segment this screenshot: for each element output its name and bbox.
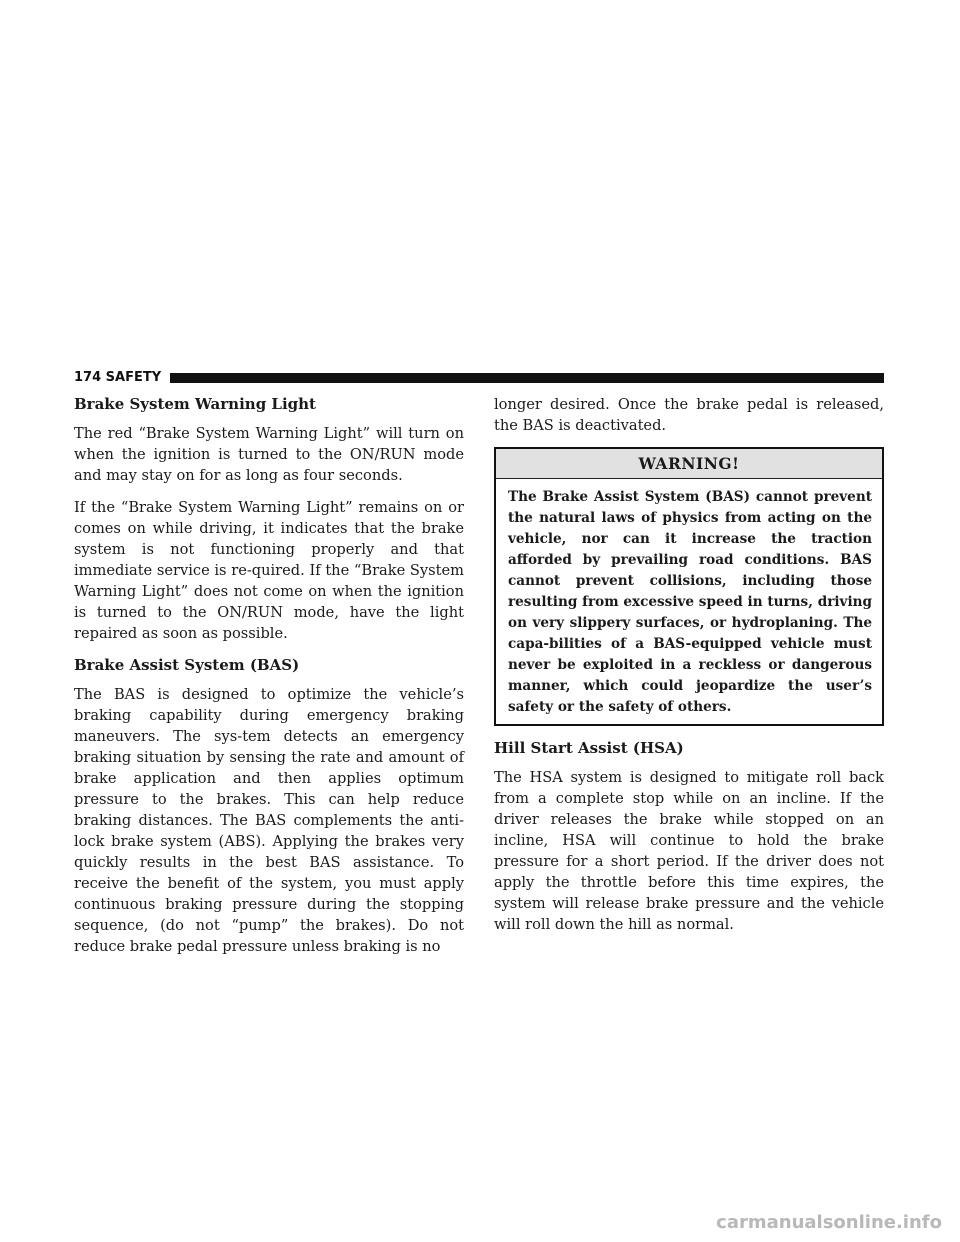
paragraph: The red “Brake System Warning Light” will turn on when the ignition is turned to the ON/RUN mode and may stay on for as long as four seconds. <box>74 425 464 484</box>
paragraph: The BAS is designed to optimize the vehicle’s braking capability during emergency braking maneuvers. The sys-tem detects an emergency braking situation by sensing the rate and amount of brake application and then applies optimum pressure to the brakes. This can help reduce braking distances. The BAS complements the anti-lock brake system (ABS). Applying the brakes very quickly results in the best BAS assistance. To receive the benefit of the system, you must apply continuous braking pressure during the stopping sequence, (do not “pump” the brakes). Do not reduce brake pedal pressure unless braking is no <box>74 686 464 955</box>
warning-text: The Brake Assist System (BAS) cannot prevent the natural laws of physics from acting on the vehicle, nor can it increase the traction afforded by prevailing road conditions. BAS cannot prevent collisions, including those resulting from excessive speed in turns, driving on very slippery surfaces, or hydroplaning. The capa-bilities of a BAS-equipped vehicle must never be exploited in a reckless or dangerous manner, which could jeopardize the user’s safety or the safety of others. <box>508 489 872 715</box>
warning-title: WARNING! <box>496 449 882 479</box>
paragraph-continuation: longer desired. Once the brake pedal is released, the BAS is deactivated. <box>494 396 884 434</box>
paragraph: If the “Brake System Warning Light” remains on or comes on while driving, it indicates that the brake system is not functioning properly and that immediate service is re-quired. If the “Brake System Warning Light” does not come on when the ignition is turned to the ON/RUN mode, have the light repaired as soon as possible. <box>74 499 464 642</box>
header-rule <box>170 373 884 383</box>
page-header <box>74 370 884 386</box>
heading-brake-system-warning-light: Brake System Warning Light <box>74 395 316 413</box>
paragraph: The HSA system is designed to mitigate roll back from a complete stop while on an incline. If the driver releases the brake while stopped on an incline, HSA will continue to hold the brake pressure for a short period. If the driver does not apply the throttle before this time expires, the system will release brake pressure and the vehicle will roll down the hill as normal. <box>494 769 884 933</box>
page-number-section: 174 SAFETY <box>74 370 162 385</box>
heading-hill-start-assist: Hill Start Assist (HSA) <box>494 739 684 757</box>
left-column <box>74 394 464 968</box>
right-column <box>494 394 884 946</box>
heading-brake-assist-system: Brake Assist System (BAS) <box>74 656 300 674</box>
warning-box <box>494 447 884 726</box>
watermark: carmanualsonline.info <box>716 1212 942 1233</box>
